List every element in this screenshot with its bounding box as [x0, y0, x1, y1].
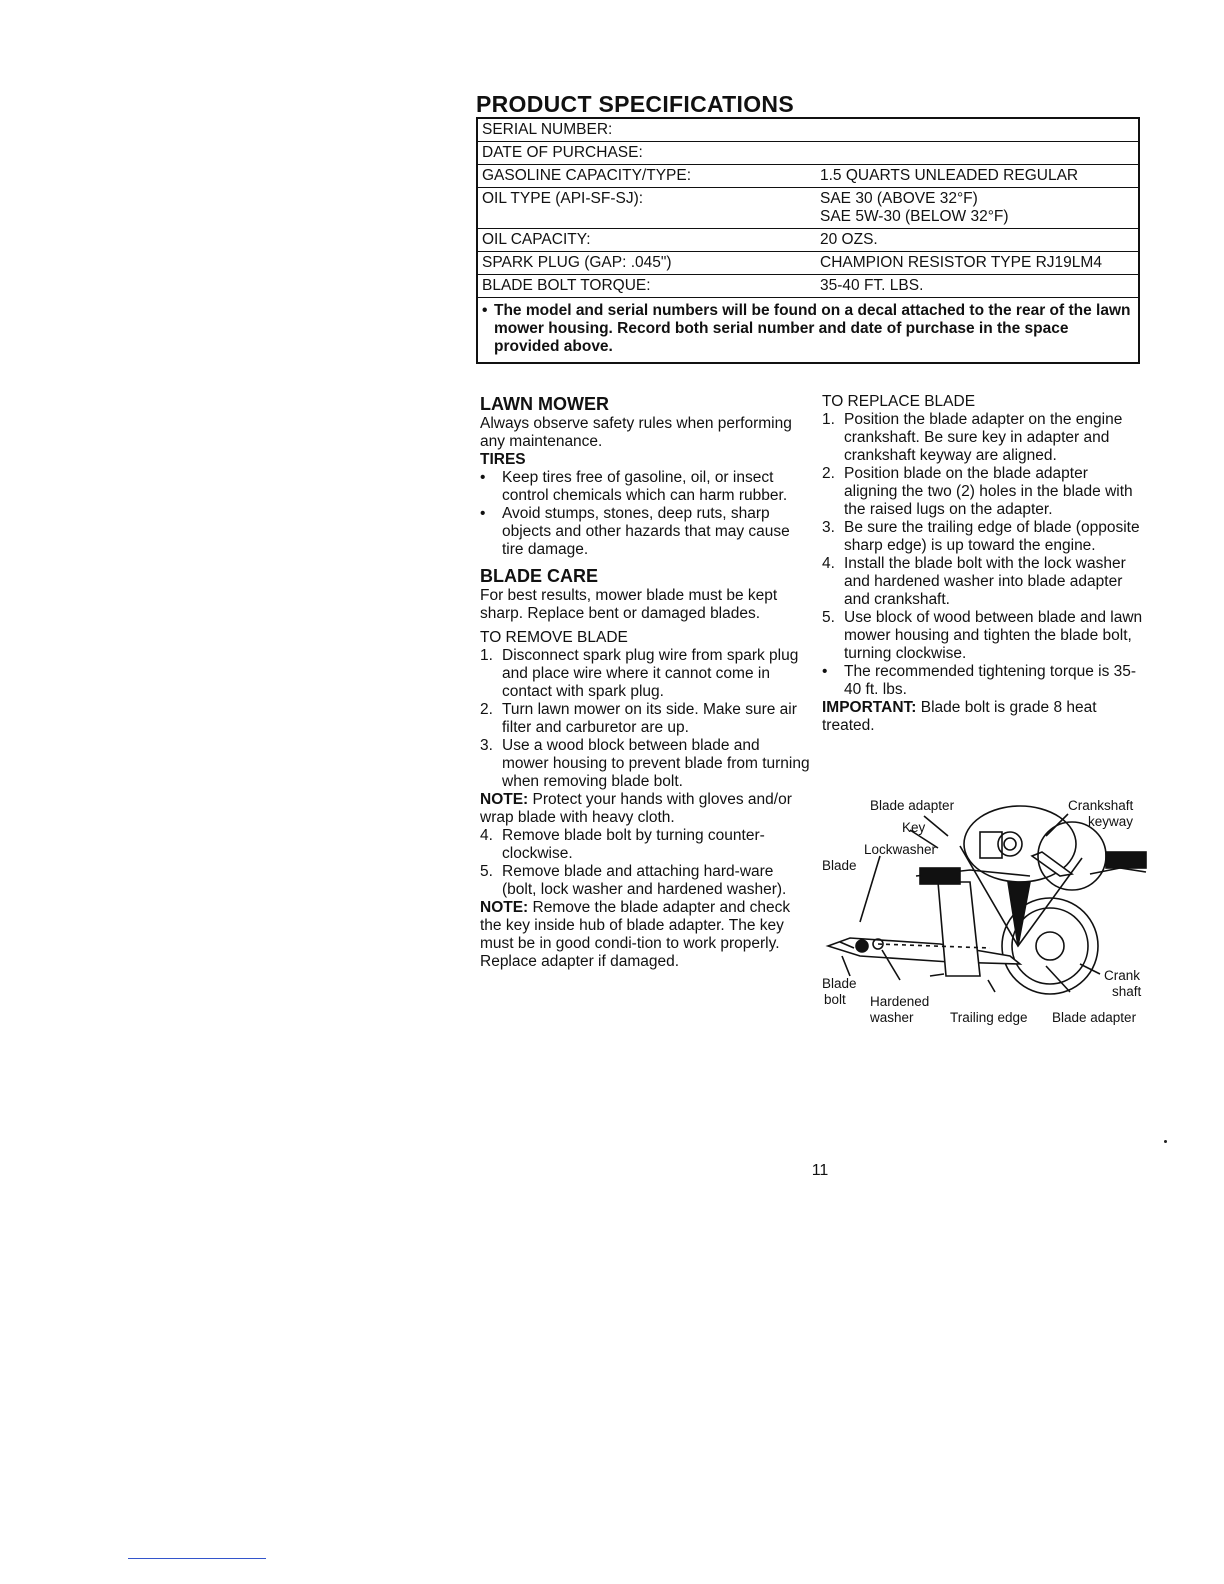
torque-text: The recommended tightening torque is 35-40 ft. lbs. [844, 663, 1137, 698]
list-item-text: Keep tires free of gasoline, oil, or insect control chemicals which can harm rubber. [502, 469, 788, 504]
step-number: 1. [480, 647, 493, 664]
spec-row [478, 188, 1138, 229]
spec-note-text: The model and serial numbers will be found on a decal attached to the rear of the lawn mower housing. Record both serial number and date of purchase in the space provided above. [494, 302, 1131, 355]
spec-value-line: 20 OZS. [820, 231, 878, 248]
list-item-text: Use a wood block between blade and mower housing to prevent blade from turning when removing blade bolt. [502, 737, 810, 790]
list-item-text: Turn lawn mower on its side. Make sure air filter and carburetor are up. [502, 701, 797, 736]
scan-dot [1164, 1140, 1167, 1143]
list-item [480, 863, 810, 899]
replace-blade-heading: TO REPLACE BLADE [822, 393, 976, 410]
spec-rows [478, 119, 1138, 298]
step-number: 5. [480, 863, 493, 880]
diagram-drawing [828, 806, 1146, 994]
spec-value-line: 35-40 FT. LBS. [820, 277, 924, 294]
spec-value-line: SAE 5W-30 (BELOW 32°F) [820, 208, 1009, 225]
spec-value [816, 165, 1138, 187]
label-crank: Crank [1104, 968, 1141, 983]
label-keyway: keyway [1088, 814, 1134, 829]
step-number: 1. [822, 411, 835, 428]
label-blade-bolt-2: bolt [824, 992, 846, 1007]
spec-value [816, 142, 1138, 164]
step-number: 5. [822, 609, 835, 626]
step-number: 2. [822, 465, 835, 482]
spec-value-line: CHAMPION RESISTOR TYPE RJ19LM4 [820, 254, 1102, 271]
list-item [822, 465, 1144, 519]
spec-value [816, 252, 1138, 274]
blade-assembly-diagram [820, 796, 1150, 1030]
spec-label: DATE OF PURCHASE: [482, 144, 643, 161]
important-text: Blade bolt is grade 8 heat treated. [822, 699, 1097, 734]
list-item [480, 505, 810, 559]
right-column [822, 393, 1144, 735]
step-number: 4. [480, 827, 493, 844]
lawn-mower-heading: LAWN MOWER [480, 394, 609, 414]
spec-row [478, 275, 1138, 298]
bullet-icon: • [822, 663, 828, 680]
list-item-text: Install the blade bolt with the lock washer and hardened washer into blade adapter and crankshaft. [844, 555, 1126, 608]
label-blade-bolt-1: Blade [822, 976, 857, 991]
spec-value [816, 275, 1138, 297]
list-item-text: Disconnect spark plug wire from spark plug and place wire where it cannot come in contact with spark plug. [502, 647, 799, 700]
spec-value [816, 229, 1138, 251]
spec-note [478, 298, 1138, 362]
label-trailing-edge: Trailing edge [950, 1010, 1028, 1025]
spec-value [816, 119, 1138, 141]
label-hardened: Hardened [870, 994, 930, 1009]
label-blade: Blade [822, 858, 857, 873]
list-item [480, 827, 810, 863]
spec-row [478, 142, 1138, 165]
list-item [822, 555, 1144, 609]
step-number: 2. [480, 701, 493, 718]
remove-steps-continued [480, 827, 810, 899]
label-crankshaft: Crankshaft [1068, 798, 1134, 813]
important-note [822, 699, 1144, 735]
bullet-icon: • [480, 505, 486, 522]
note-label: NOTE: [480, 791, 529, 808]
bullet-icon: • [480, 469, 486, 486]
blade-care-heading: BLADE CARE [480, 566, 599, 586]
replace-steps [822, 411, 1144, 663]
page-title: PRODUCT SPECIFICATIONS [476, 91, 794, 117]
label-lockwasher: Lockwasher [864, 842, 937, 857]
tires-heading: TIRES [480, 451, 526, 468]
spec-row [478, 119, 1138, 142]
list-item-text: Remove blade and attaching hard-ware (bolt, lock washer and hardened washer). [502, 863, 787, 898]
list-item [822, 519, 1144, 555]
page-number: 11 [811, 1162, 829, 1179]
spec-value [816, 188, 1138, 228]
list-item [480, 647, 810, 701]
list-item-text: Remove blade bolt by turning counter-clockwise. [502, 827, 765, 862]
left-column [480, 393, 810, 971]
spec-value-line [820, 144, 1134, 162]
label-shaft: shaft [1112, 984, 1142, 999]
step-number: 3. [822, 519, 835, 536]
spec-table [476, 117, 1140, 364]
spec-label: BLADE BOLT TORQUE: [482, 277, 651, 294]
torque-bullet [822, 663, 1144, 699]
list-item-text: Be sure the trailing edge of blade (opposite sharp edge) is up toward the engine. [844, 519, 1140, 554]
spec-value-line: SAE 30 (ABOVE 32°F) [820, 190, 978, 207]
spec-label: SERIAL NUMBER: [482, 121, 613, 138]
bullet-icon: • [482, 302, 488, 319]
lawn-mower-text: Always observe safety rules when performing any maintenance. [480, 415, 792, 450]
label-key: Key [902, 820, 926, 835]
list-item [480, 737, 810, 791]
note-adapter [480, 899, 810, 971]
spec-value-line: 1.5 QUARTS UNLEADED REGULAR [820, 167, 1079, 184]
note-text: Protect your hands with gloves and/or wrap blade with heavy cloth. [480, 791, 792, 826]
list-item [480, 469, 810, 505]
spec-row [478, 165, 1138, 188]
list-item-text: Use block of wood between blade and lawn mower housing and tighten the blade bolt, turning clockwise. [844, 609, 1143, 662]
spec-label: GASOLINE CAPACITY/TYPE: [482, 167, 692, 184]
note-label: NOTE: [480, 899, 529, 916]
tires-list [480, 469, 810, 559]
spec-row [478, 229, 1138, 252]
remove-blade-heading: TO REMOVE BLADE [480, 629, 628, 646]
note-protect [480, 791, 810, 827]
important-label: IMPORTANT: [822, 699, 917, 716]
step-number: 4. [822, 555, 835, 572]
label-blade-adapter-bottom: Blade adapter [1052, 1010, 1137, 1025]
label-blade-adapter-top: Blade adapter [870, 798, 955, 813]
bottom-rule [128, 1558, 266, 1559]
list-item [822, 411, 1144, 465]
spec-row [478, 252, 1138, 275]
list-item-text: Avoid stumps, stones, deep ruts, sharp objects and other hazards that may cause tire damage. [502, 505, 790, 558]
blade-care-text: For best results, mower blade must be kept sharp. Replace bent or damaged blades. [480, 587, 778, 622]
list-item [480, 701, 810, 737]
note-text: Remove the blade adapter and check the key inside hub of blade adapter. The key must be in good condi-tion to work properly. Replace adapter if damaged. [480, 899, 791, 970]
label-washer: washer [870, 1010, 914, 1025]
spec-label: OIL TYPE (API-SF-SJ): [482, 190, 644, 207]
spec-value-line [820, 121, 1134, 139]
list-item-text: Position blade on the blade adapter aligning the two (2) holes in the blade with the raised lugs on the adapter. [844, 465, 1133, 518]
spec-label: OIL CAPACITY: [482, 231, 591, 248]
list-item [822, 609, 1144, 663]
list-item-text: Position the blade adapter on the engine crankshaft. Be sure key in adapter and crankshaft keyway are aligned. [844, 411, 1123, 464]
step-number: 3. [480, 737, 493, 754]
spec-label: SPARK PLUG (GAP: .045") [482, 254, 672, 271]
remove-steps [480, 647, 810, 791]
